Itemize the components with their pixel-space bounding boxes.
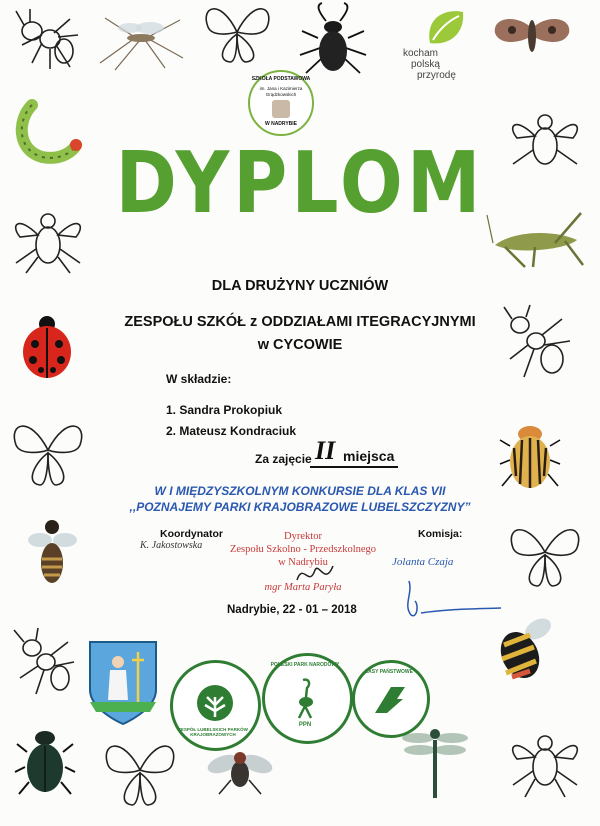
- school-badge: [248, 70, 314, 136]
- kocham-przyrode-logo: [395, 8, 475, 88]
- butterfly-outline-icon: [200, 2, 275, 67]
- recipient-line3: w CYCOWIE: [257, 337, 343, 353]
- mosquito-icon: [95, 8, 185, 73]
- parks-logo-text: ZESPÓŁ LUBELSKICH PARKÓW KRAJOBRAZOWYCH: [178, 727, 248, 737]
- forests-logo: [352, 660, 430, 738]
- stamp-line2: Zespołu Szkolno - Przedszkolnego: [229, 544, 377, 555]
- director-signature-scribble: [295, 560, 335, 590]
- stamp-line1: Dyrektor: [284, 531, 322, 542]
- member-2: 2. Mateusz Kondraciuk: [166, 424, 297, 438]
- team-label: W składzie:: [166, 372, 232, 386]
- colorado-beetle-icon: [500, 418, 560, 493]
- parks-logo: [170, 660, 261, 751]
- member-1: 1. Sandra Prokopiuk: [166, 403, 283, 417]
- commission-signature-scribble: [395, 575, 505, 620]
- tree-leaves-icon: [195, 683, 235, 723]
- place-suffix: miejsca: [343, 448, 395, 464]
- stamp-line4: mgr Marta Paryła: [264, 582, 342, 593]
- logo-line2: polską: [411, 59, 440, 70]
- butterfly-outline-icon: [100, 735, 180, 810]
- ant-outline-icon: [12, 5, 82, 75]
- crane-bird-icon: [291, 676, 321, 721]
- leaf-logo-icon: [425, 8, 467, 48]
- stag-beetle-icon: [298, 3, 368, 78]
- butterfly-outline-icon: [505, 520, 585, 590]
- place-underline: [310, 466, 398, 468]
- diploma-title: DYPLOM: [115, 133, 485, 233]
- commission-label: Komisja:: [418, 528, 463, 540]
- coordinator-signature: K. Jakostowska: [140, 540, 203, 551]
- ant-outline-icon: [10, 628, 80, 698]
- recipient-line1: DLA DRUŻYNY UCZNIÓW: [211, 278, 389, 294]
- national-park-logo: [262, 653, 353, 744]
- badge-name-text: im. Jana i Kazimierza Grądzkowskich: [259, 86, 303, 97]
- place-date: Nadrybie, 22 - 01 – 2018: [227, 604, 357, 616]
- place-prefix: Za zajęcie: [255, 452, 312, 466]
- dung-beetle-icon: [15, 722, 75, 797]
- badge-portrait: [272, 100, 290, 118]
- coordinator-label: Koordynator: [160, 528, 223, 540]
- contest-line1: W I MIĘDZYSZKOLNYM KONKURSIE DLA KLAS VII: [154, 484, 446, 498]
- place-line: [255, 436, 415, 470]
- fly-outline-icon: [505, 725, 585, 800]
- coat-of-arms-icon: [88, 640, 158, 725]
- butterfly-outline-icon: [8, 415, 88, 490]
- stamp-line3: w Nadrybiu: [278, 557, 328, 568]
- housefly-icon: [205, 742, 275, 797]
- contest-line2: ,,POZNAJEMY PARKI KRAJOBRAZOWE LUBELSZCZYZNY”: [129, 500, 471, 514]
- badge-top-text: SZKOŁA PODSTAWOWA: [251, 76, 311, 82]
- forest-arrow-icon: [373, 685, 407, 715]
- place-value: II: [315, 436, 336, 465]
- national-park-mark: PPN: [298, 722, 312, 728]
- bumblebee-icon: [490, 615, 570, 700]
- national-park-text: POLESKI PARK NARODOWY: [270, 662, 340, 668]
- badge-bottom-text: W NADRYBIE: [264, 121, 298, 127]
- recipient-line2: ZESPOŁU SZKÓŁ z ODDZIAŁAMI ITEGRACYJNYMI: [124, 314, 476, 330]
- moth-icon: [490, 8, 575, 63]
- commission-signature: Jolanta Czaja: [392, 556, 454, 568]
- bee-icon: [25, 515, 80, 590]
- logo-line3: przyrodę: [417, 70, 456, 81]
- logo-line1: kocham: [403, 48, 439, 59]
- forests-logo-text: LASY PAŃSTWOWE: [365, 669, 413, 675]
